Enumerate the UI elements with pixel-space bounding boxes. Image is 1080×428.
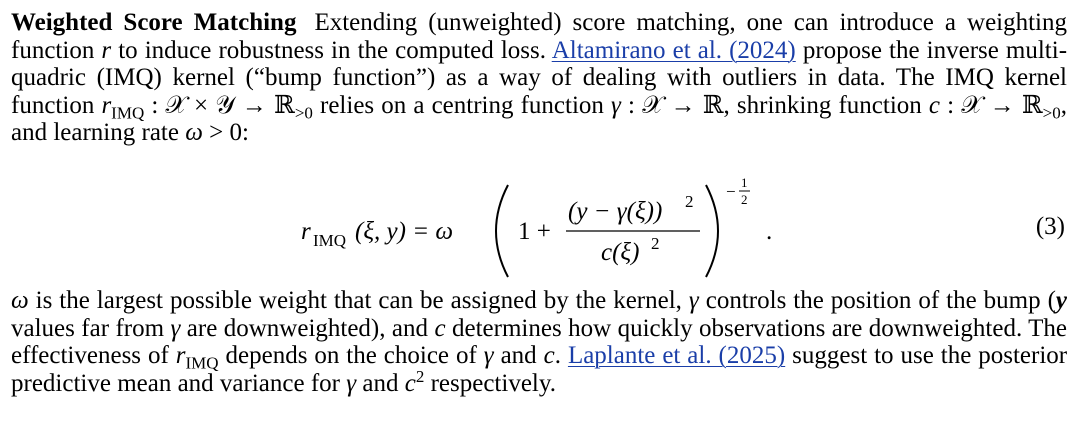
equation-lhs-r: r [301,218,311,245]
body-text: and [362,369,399,397]
math-symbol-c: c [543,342,555,370]
equation-numerator-exp: 2 [685,192,694,211]
math-mapping-domain: : 𝒳 × 𝒴 → ℝ$_{>0}$ [151,91,313,123]
body-text: depends on the choice of [225,342,477,370]
math-symbol-c: c [434,314,446,342]
math-symbol-gamma: γ [346,369,357,397]
math-symbol-y-bold: y [1055,287,1068,314]
equation-number: (3) [1035,213,1065,240]
body-text: relies on a centring function [320,91,604,119]
citation-link-laplante[interactable]: Laplante et al. (2025) [567,342,786,370]
equation-imq-kernel [11,169,1067,289]
equation-numerator: (y − γ(ξ)) [568,198,663,225]
math-symbol-gamma: γ [688,287,699,314]
equation-lhs-args: (ξ, y) = ω [355,218,453,245]
math-symbol-r-imq: $r_{IMQ}$ [175,342,219,373]
body-text: propose the inverse multi-quadric (IMQ) kernel (“bump function”) as a way of dealing with outliers in data. The IMQ kernel function [11,36,1068,119]
citation-link-altamirano[interactable]: Altamirano et al. (2024) [551,36,796,64]
body-text: , and learning rate [11,91,1068,147]
body-text: determines how quickly observations are downweighted. The effectiveness of [11,314,1068,370]
math-symbol-r: r [101,36,112,64]
left-paren [496,185,508,277]
body-text: and [500,342,537,370]
body-text: to induce robustness in the computed loss. [118,36,546,64]
body-text: are downweighted), and [186,314,429,342]
equation-lhs-sub: IMQ [313,231,347,250]
body-text: is the largest possible weight that can be assigned by the kernel, [35,287,682,314]
body-text: : 𝒳 → ℝ, shrinking function [628,91,922,119]
paragraph-imq-explanation [11,287,1067,397]
math-mapping-shrinking: : 𝒳 → ℝ$_{>0}$ [947,91,1061,123]
equation-one-plus: 1 + [518,218,551,245]
math-symbol-r-imq: $r_{IMQ}$ [101,91,145,123]
body-text: Extending (unweighted) score matching, one can introduce a weighting function [11,9,1067,64]
math-symbol-c: c [928,91,940,119]
equation-denominator: c(ξ) [601,239,640,266]
math-symbol-gamma: γ [611,91,621,119]
math-symbol-gamma: γ [483,342,494,370]
math-symbol-c-squared: $c^2$ [404,366,425,397]
body-text: values far from [11,314,165,342]
body-text: respectively. [430,369,556,397]
paragraph-heading: Weighted Score Matching [11,9,297,36]
equation-denominator-exp: 2 [651,234,660,253]
body-text: . [554,342,561,370]
equation-period: . [766,218,773,245]
equation-outer-exp-num: 1 [741,175,748,190]
right-paren [706,185,718,277]
equation-outer-exp-den: 2 [741,192,748,207]
math-condition: > 0: [209,119,249,147]
equation-formula [301,169,801,289]
paper-page [11,9,1068,397]
paragraph-weighted-score-matching [11,9,1067,147]
math-symbol-gamma: γ [170,314,181,342]
body-text: suggest to use the posterior predictive mean and variance for [11,342,1068,397]
math-symbol-omega: ω [185,119,203,147]
equation-outer-exp-sign: − [726,182,736,201]
body-text: controls the position of the bump ( [705,287,1056,314]
math-symbol-omega: ω [11,287,29,314]
